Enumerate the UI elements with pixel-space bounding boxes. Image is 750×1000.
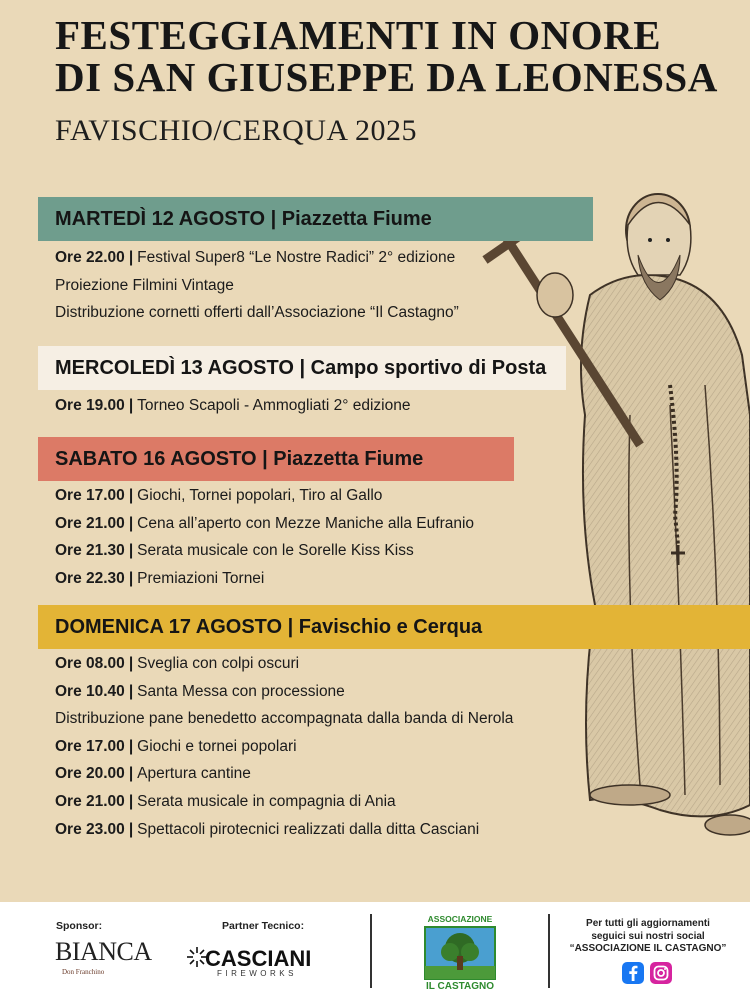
sponsor-logo-bianca: BIANCA <box>55 937 152 966</box>
schedule-line: Ore 21.00 | Serata musicale in compagnia di Ania <box>55 792 396 810</box>
schedule-line: Ore 22.00 | Festival Super8 “Le Nostre Radici” 2° edizione <box>55 249 456 266</box>
event-text: Apertura cantine <box>137 765 251 783</box>
social-line-3: “ASSOCIAZIONE IL CASTAGNO” <box>569 943 727 954</box>
event-time: Ore 21.00 <box>55 792 125 810</box>
event-text: Proiezione Filmini Vintage <box>55 276 234 294</box>
event-text: Giochi e tornei popolari <box>137 737 297 755</box>
event-time: Ore 20.00 <box>55 765 125 783</box>
schedule-line: Ore 20.00 | Apertura cantine <box>55 765 251 783</box>
day-heading-mercoledi <box>38 346 566 390</box>
partner-logo-casciani: CASCIANI <box>205 946 312 971</box>
poster-subtitle: FAVISCHIO/CERQUA 2025 <box>55 114 417 147</box>
event-time: Ore 22.30 <box>55 569 125 587</box>
day-heading-text: SABATO 16 AGOSTO | Piazzetta Fiume <box>55 447 424 470</box>
schedule-line: Ore 08.00 | Sveglia con colpi oscuri <box>55 655 300 672</box>
schedule-line: Ore 10.40 | Santa Messa con processione <box>55 682 345 700</box>
event-text: Sveglia con colpi oscuri <box>137 655 300 672</box>
schedule-line: Ore 19.00 | Torneo Scapoli - Ammogliati 2° edizione <box>55 397 411 414</box>
instagram-icon[interactable] <box>650 962 672 984</box>
event-text: Premiazioni Tornei <box>137 569 265 587</box>
sponsor-label: Sponsor: <box>56 920 103 932</box>
event-time: Ore 17.00 <box>55 487 125 504</box>
schedule-line: Ore 17.00 | Giochi e tornei popolari <box>55 737 297 755</box>
day-heading-text: DOMENICA 17 AGOSTO | Favischio e Cerqua <box>55 615 483 638</box>
title-line-2: DI SAN GIUSEPPE DA LEONESSA <box>55 54 718 100</box>
event-text: Spettacoli pirotecnici realizzati dalla ditta Casciani <box>137 820 480 838</box>
day-heading-domenica <box>38 605 750 649</box>
schedule-line <box>55 299 459 327</box>
event-time: Ore 21.30 <box>55 542 125 560</box>
event-time: Ore 21.00 <box>55 514 125 532</box>
social-line-2: seguici sui nostri social <box>591 930 705 942</box>
event-text: Serata musicale in compagnia di Ania <box>137 792 396 810</box>
partner-logo-subtext: FIREWORKS <box>217 969 297 978</box>
facebook-icon[interactable] <box>622 962 644 984</box>
poster-title <box>55 14 718 98</box>
title-line-1: FESTEGGIAMENTI IN ONORE <box>55 12 662 58</box>
social-follow-text <box>568 918 728 956</box>
day-heading-text: MERCOLEDÌ 13 AGOSTO | Campo sportivo di Posta <box>55 356 547 379</box>
schedule-line <box>55 272 459 300</box>
schedule-line: Ore 21.00 | Cena all’aperto con Mezze Maniche alla Eufranio <box>55 514 475 532</box>
day-schedule-domenica <box>55 650 513 843</box>
schedule-line <box>55 705 513 733</box>
schedule-line: Ore 23.00 | Spettacoli pirotecnici realizzati dalla ditta Casciani <box>55 820 480 838</box>
event-text: Santa Messa con processione <box>137 682 345 700</box>
event-text: Distribuzione pane benedetto accompagnata dalla banda di Nerola <box>55 710 514 728</box>
chestnut-tree-logo <box>424 926 496 980</box>
event-time: Ore 22.00 <box>55 249 125 266</box>
event-text: Cena all’aperto con Mezze Maniche alla Eufranio <box>137 514 475 532</box>
event-time: Ore 10.40 <box>55 682 125 700</box>
saint-illustration <box>480 185 750 855</box>
association-logo-bottom-text: IL CASTAGNO <box>426 981 494 992</box>
footer-sponsors <box>0 902 750 1000</box>
event-time: Ore 23.00 <box>55 820 125 838</box>
day-heading-text: MARTEDÌ 12 AGOSTO | Piazzetta Fiume <box>55 207 432 230</box>
event-text: Distribuzione cornetti offerti dall’Associazione “Il Castagno” <box>55 304 459 322</box>
schedule-line: Ore 17.00 | Giochi, Tornei popolari, Tiro al Gallo <box>55 487 383 504</box>
schedule-line: Ore 22.30 | Premiazioni Tornei <box>55 569 265 587</box>
social-line-1: Per tutti gli aggiornamenti <box>586 918 710 929</box>
schedule-line: Ore 21.30 | Serata musicale con le Sorelle Kiss Kiss <box>55 542 414 560</box>
event-time: Ore 17.00 <box>55 737 125 755</box>
footer-divider <box>548 914 550 988</box>
event-text: Serata musicale con le Sorelle Kiss Kiss <box>137 542 414 560</box>
day-heading-martedi <box>38 197 593 241</box>
event-text: Torneo Scapoli - Ammogliati 2° edizione <box>137 397 411 414</box>
day-heading-sabato <box>38 437 514 481</box>
day-schedule-martedi <box>55 244 459 327</box>
association-logo-top-text: ASSOCIAZIONE <box>427 914 493 924</box>
event-time: Ore 08.00 <box>55 655 125 672</box>
partner-label: Partner Tecnico: <box>222 920 305 932</box>
event-time: Ore 19.00 <box>55 397 125 414</box>
sponsor-logo-subtext: Don Franchino <box>62 968 105 976</box>
event-text: Festival Super8 “Le Nostre Radici” 2° edizione <box>137 249 456 266</box>
day-schedule-sabato <box>55 482 474 592</box>
footer-divider <box>370 914 372 988</box>
day-schedule-mercoledi <box>55 392 410 420</box>
event-text: Giochi, Tornei popolari, Tiro al Gallo <box>137 487 383 504</box>
